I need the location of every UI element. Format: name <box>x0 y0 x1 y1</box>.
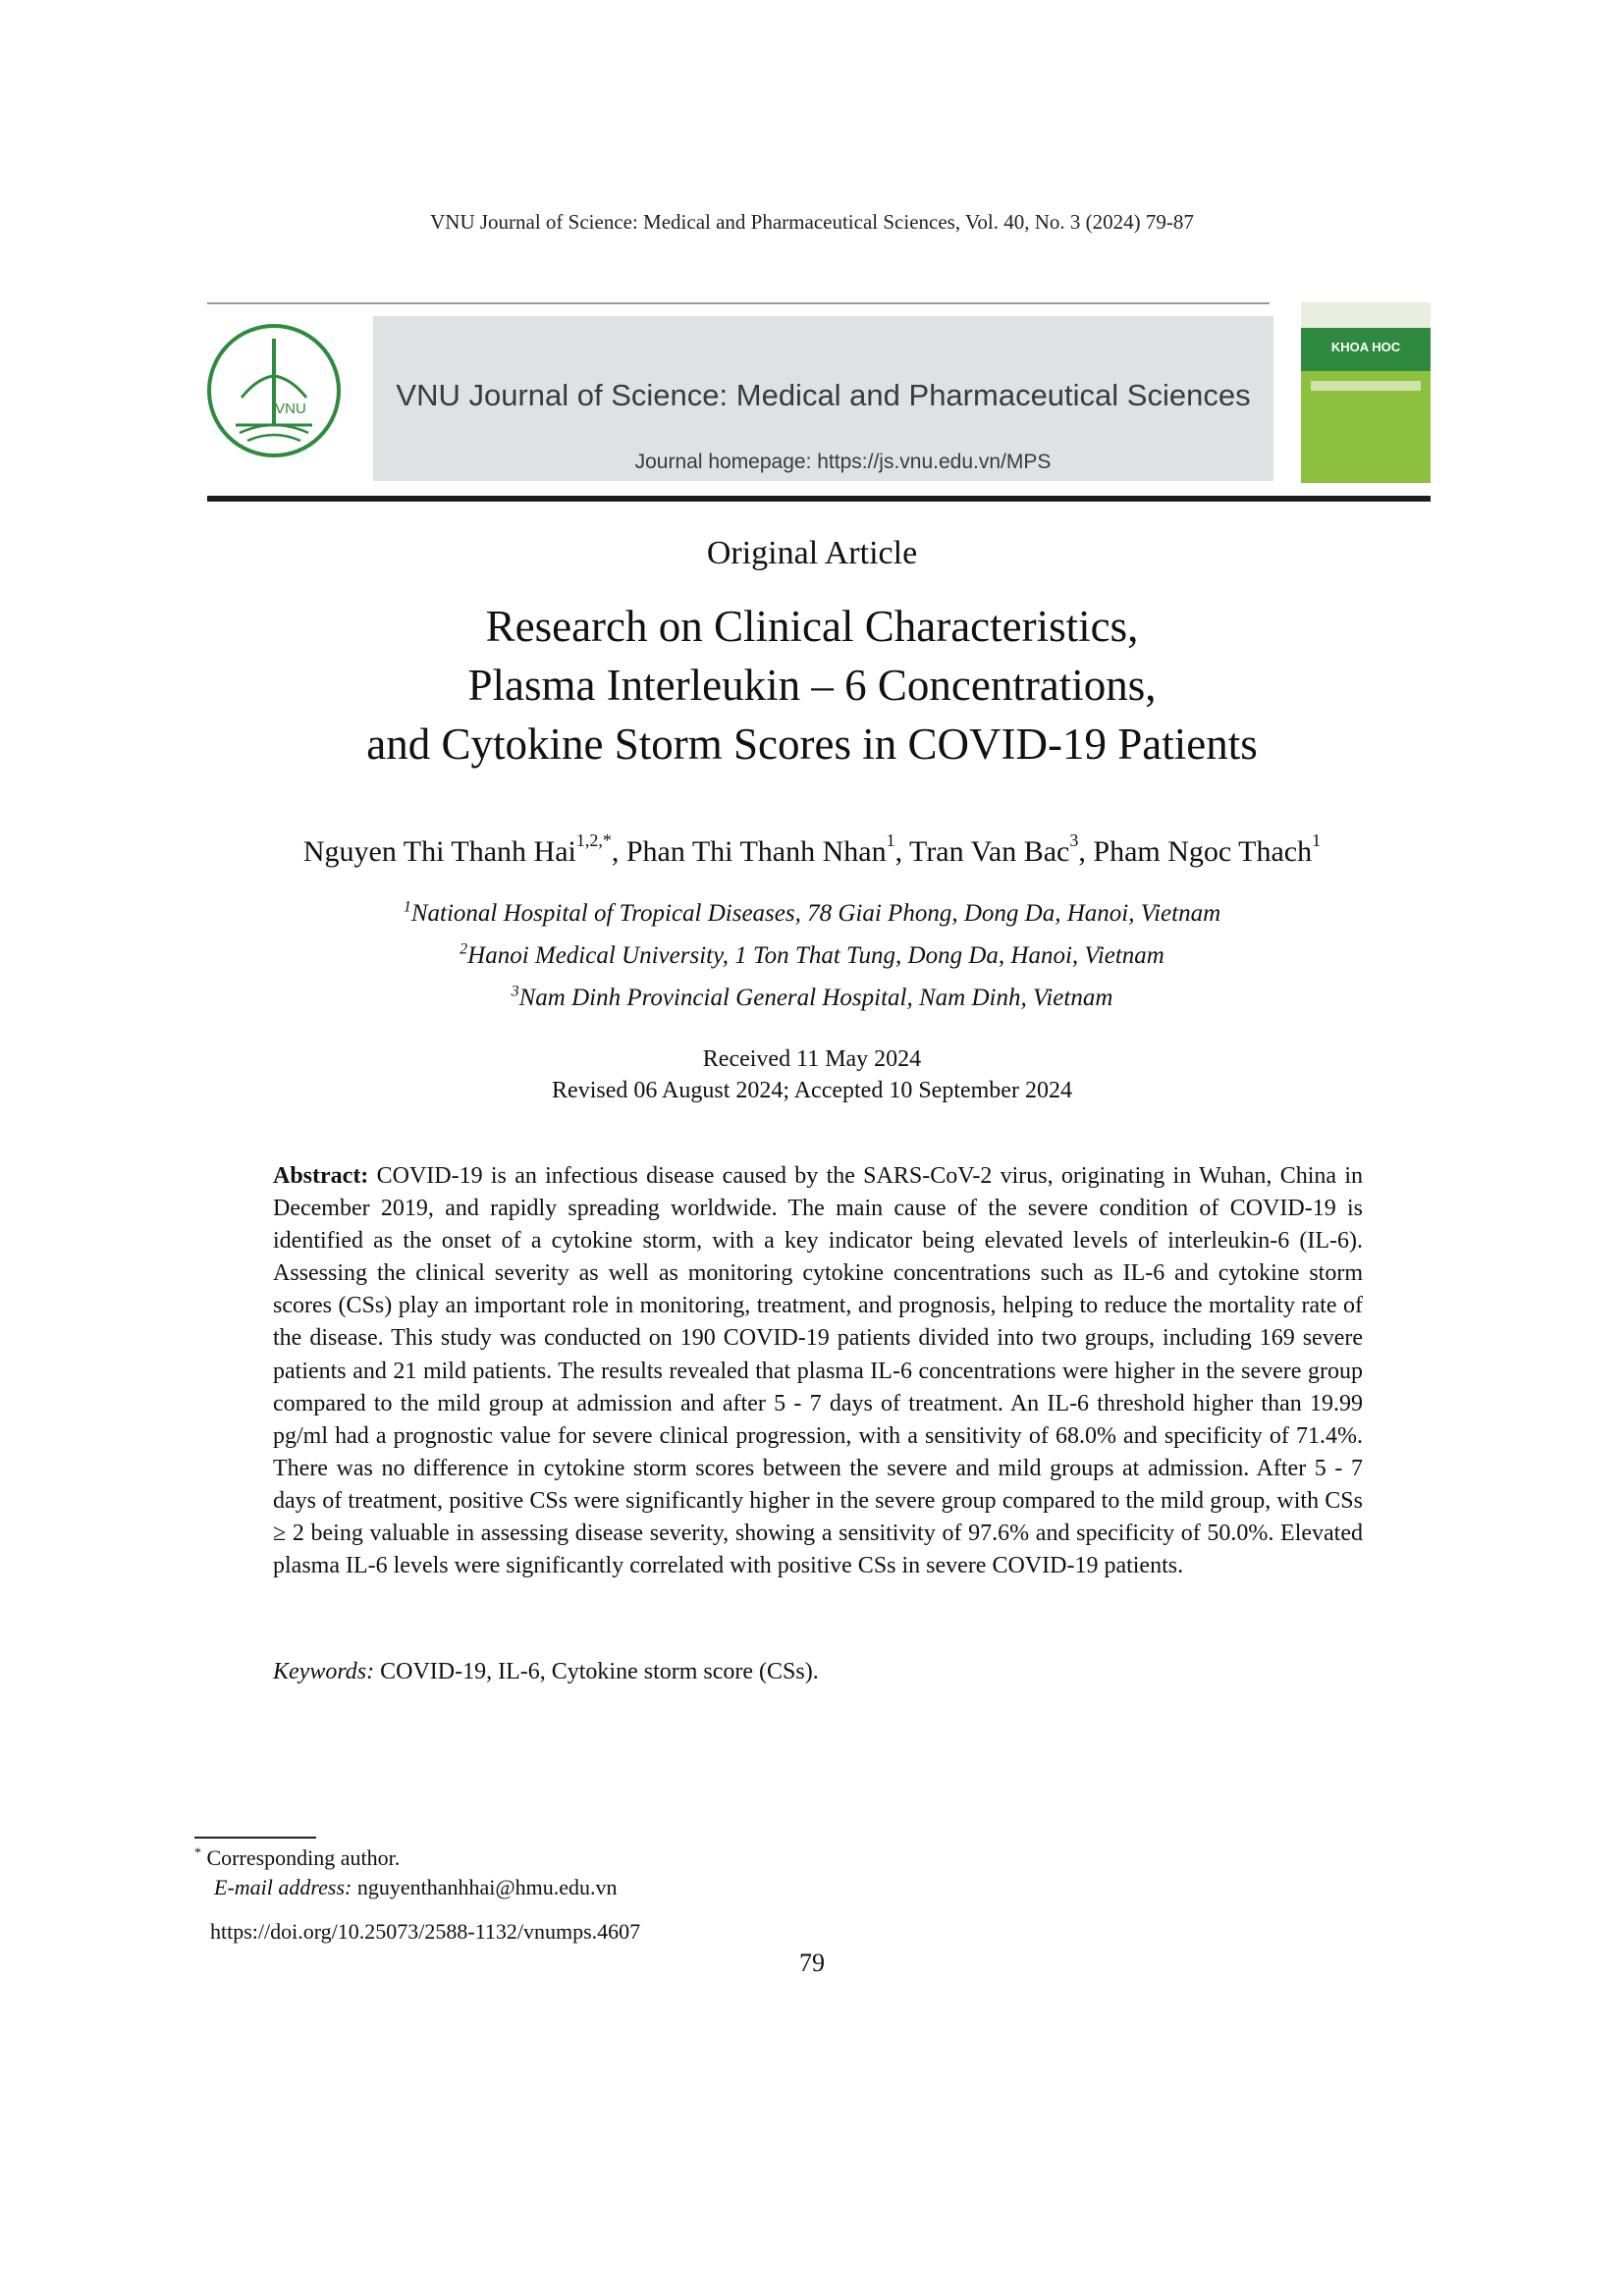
author-separator: , <box>894 835 910 868</box>
author-affiliation-mark: 1,2,* <box>575 830 612 850</box>
author-separator: , <box>1078 835 1094 868</box>
email-label: E-mail address: <box>214 1875 352 1899</box>
title-line: Plasma Interleukin – 6 Concentrations, <box>467 661 1157 710</box>
logo-text: VNU <box>275 400 306 417</box>
email-address[interactable]: nguyenthanhhai@hmu.edu.vn <box>356 1875 618 1899</box>
affiliation <box>0 942 1624 970</box>
affiliation-number: 2 <box>460 940 468 958</box>
footnote-rule <box>194 1837 316 1839</box>
doi-link[interactable]: https://doi.org/10.25073/2588-1132/vnumps.4607 <box>210 1919 641 1944</box>
abstract <box>273 1160 1363 1582</box>
author-list <box>0 830 1624 869</box>
keywords <box>273 1659 1363 1685</box>
affiliation-number: 1 <box>403 898 411 916</box>
affiliation-text: Hanoi Medical University, 1 Ton That Tung, Dong Da, Hanoi, Vietnam <box>467 942 1164 969</box>
corresponding-author-note <box>194 1845 400 1871</box>
banner-bottom-rule <box>207 496 1431 502</box>
author-separator: , <box>611 835 626 868</box>
keywords-text: COVID-19, IL-6, Cytokine storm score (CSs). <box>380 1659 819 1684</box>
cover-text: KHOA HOC <box>1330 340 1401 354</box>
article-title <box>0 597 1624 774</box>
title-line: Research on Clinical Characteristics, <box>485 602 1139 651</box>
cover-header <box>1301 302 1431 328</box>
article-type: Original Article <box>706 535 918 571</box>
banner-title: VNU Journal of Science: Medical and Pharmaceutical Sciences <box>396 378 1251 412</box>
affiliation-number: 3 <box>511 983 519 1000</box>
author-affiliation-mark: 3 <box>1069 830 1079 850</box>
page-number: 79 <box>799 1949 825 1977</box>
author-name: Tran Van Bac <box>909 835 1070 868</box>
affiliation-text: National Hospital of Tropical Diseases, 78 Giai Phong, Dong Da, Hanoi, Vietnam <box>410 900 1221 927</box>
author-name: Pham Ngoc Thach <box>1093 835 1313 868</box>
journal-cover-thumbnail <box>1301 302 1431 483</box>
abstract-label: Abstract: <box>273 1163 369 1189</box>
affiliation <box>0 900 1624 928</box>
author-name: Nguyen Thi Thanh Hai <box>302 835 576 868</box>
affiliation <box>0 985 1624 1012</box>
email-note <box>214 1875 618 1900</box>
keywords-label: Keywords: <box>273 1659 375 1684</box>
running-head: VNU Journal of Science: Medical and Pharmaceutical Sciences, Vol. 40, No. 3 (2024) 79-87 <box>430 210 1194 234</box>
cover-strip <box>1311 381 1421 391</box>
banner-homepage: Journal homepage: https://js.vnu.edu.vn/MPS <box>634 451 1052 473</box>
abstract-text: COVID-19 is an infectious disease caused by the SARS-CoV-2 virus, originating in Wuhan, China in December 2019, and rapidly spreading worldwide. The main cause of the severe condition of COVID-19 is identified as the onset of a cytokine storm, with a key indicator being elevated levels of interleukin-6 (IL-6). Assessing the clinical severity as well as monitoring cytokine concentrations such as IL-6 and cytokine storm scores (CSs) play an important role in monitoring, treatment, and prognosis, helping to reduce the mortality rate of the disease. This study was conducted on 190 COVID-19 patients divided into two groups, including 169 severe patients and 21 mild patients. The results revealed that plasma IL-6 concentrations were higher in the severe group compared to the mild group at admission and after 5 - 7 days of treatment. An IL-6 threshold higher than 19.99 pg/ml had a prognostic value for severe clinical progression, with a sensitivity of 68.0% and specificity of 71.4%. There was no difference in cytokine storm scores between the severe and mild groups at admission. After 5 - 7 days of treatment, positive CSs were significantly higher in the severe group compared to the mild group, with CSs ≥ 2 being valuable in assessing disease severity, showing a sensitivity of 97.6% and specificity of 50.0%. Elevated plasma IL-6 levels were significantly correlated with positive CSs in severe COVID-19 patients. <box>273 1163 1363 1579</box>
author-name: Phan Thi Thanh Nhan <box>625 835 887 868</box>
banner-top-rule <box>207 302 1270 304</box>
corresponding-text: Corresponding author. <box>206 1845 401 1870</box>
author-affiliation-mark: 1 <box>1312 830 1322 850</box>
received-date: Received 11 May 2024 <box>702 1046 922 1072</box>
affiliation-text: Nam Dinh Provincial General Hospital, Nam Dinh, Vietnam <box>518 985 1113 1011</box>
revised-accepted-date: Revised 06 August 2024; Accepted 10 September 2024 <box>552 1078 1072 1103</box>
footnote-mark: * <box>194 1845 201 1861</box>
vnu-logo-icon <box>202 319 346 462</box>
title-line: and Cytokine Storm Scores in COVID-19 Patients <box>366 720 1258 769</box>
author-affiliation-mark: 1 <box>886 830 895 850</box>
